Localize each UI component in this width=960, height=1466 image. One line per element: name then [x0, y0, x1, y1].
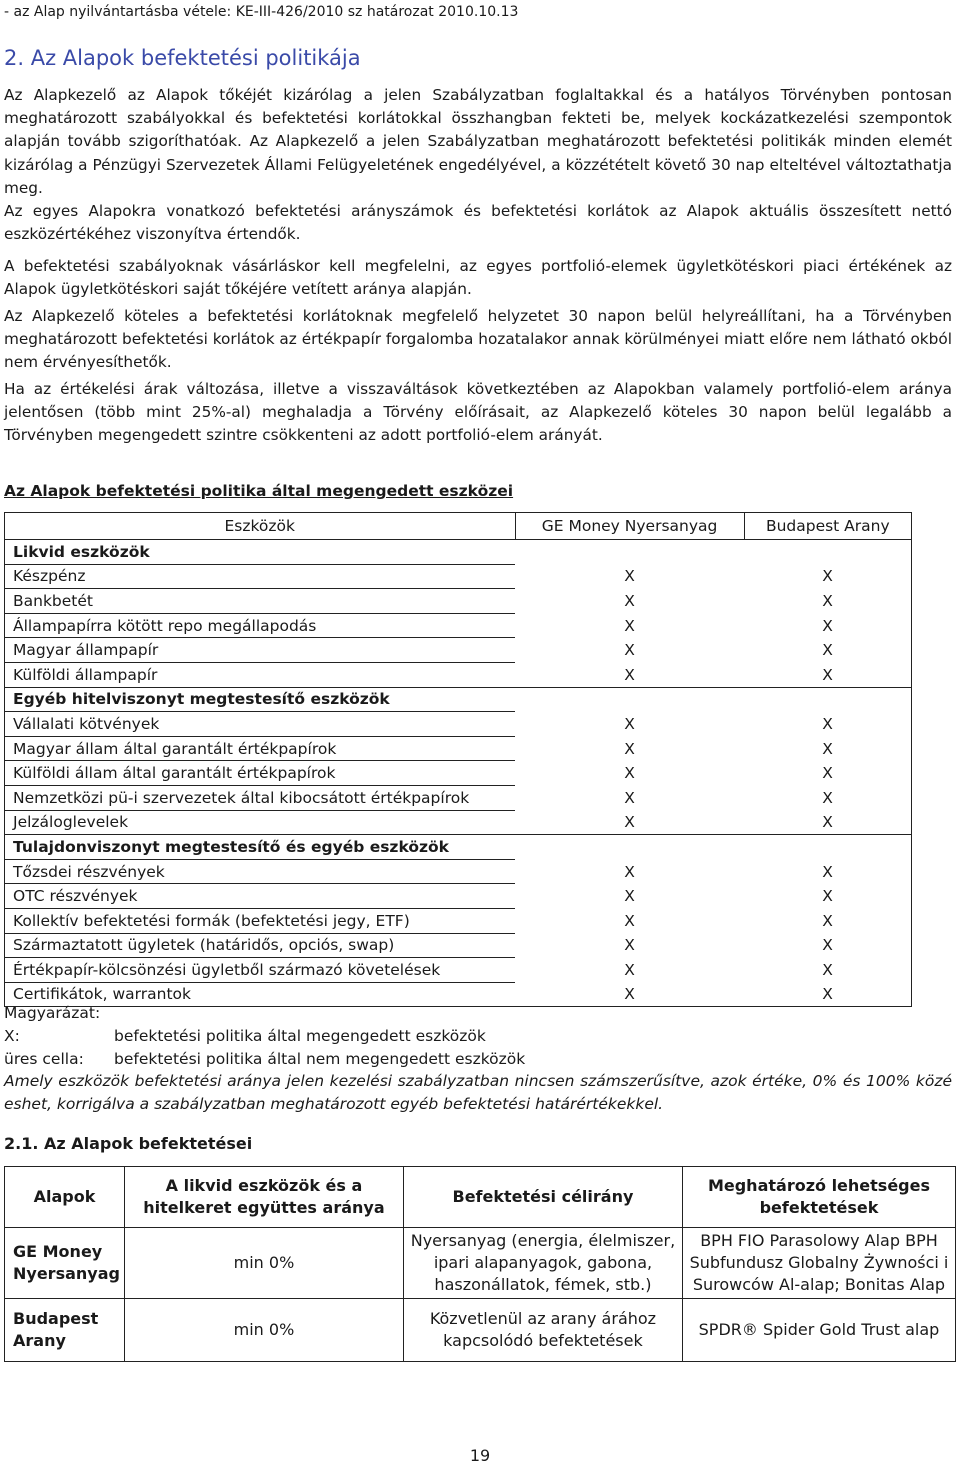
legend-text: befektetési politika által nem megengedett eszközök — [114, 1050, 526, 1068]
asset-name: Vállalati kötvények — [5, 712, 516, 737]
mark-ge: X — [624, 862, 635, 881]
legend-label: üres cella: — [4, 1050, 84, 1068]
table-row — [5, 958, 912, 983]
mark-ba: X — [744, 564, 911, 589]
group-header: Tulajdonviszonyt megtestesítő és egyéb eszközök — [5, 835, 912, 860]
legend — [4, 1002, 525, 1071]
italic-note: Amely eszközök befektetési aránya jelen kezelési szabályzatban nincsen számszerűsítve, azok értéke, 0% és 100% közé eshet, korrigálva a szabályzatban meghatározott egyéb befektetési határértékekkel. — [4, 1072, 952, 1113]
mark-ge: X — [624, 739, 635, 758]
mark-ba: X — [744, 736, 911, 761]
asset-name: OTC részvények — [5, 884, 516, 909]
asset-name: Külföldi állam által garantált értékpapírok — [5, 761, 516, 786]
asset-name: Certifikátok, warrantok — [5, 982, 516, 1007]
table-row — [5, 933, 912, 958]
table-row — [5, 736, 912, 761]
group-header: Likvid eszközök — [5, 540, 912, 565]
asset-name: Értékpapír-kölcsönzési ügyletből származó követelések — [5, 958, 516, 983]
mark-ge: X — [624, 591, 635, 610]
asset-name: Külföldi állampapír — [5, 662, 516, 687]
fund-target: Közvetlenül az arany árához kapcsolódó befektetések — [403, 1299, 682, 1362]
paragraph-4: Az Alapkezelő köteles a befektetési korlátoknak megfelelő helyzetet 30 napon belül helyreállítani, ha a Törvényben meghatározott befektetési korlátok az értékpapír forgalomba hozatalakor annak körülményei miatt előre nem látható okból nem érvényesíthetők. — [4, 307, 952, 372]
mark-ge: X — [624, 788, 635, 807]
table-row — [5, 638, 912, 663]
assets-header-budapest-arany: Budapest Arany — [744, 513, 911, 540]
section-title: 2. Az Alapok befektetési politikája — [4, 46, 361, 70]
mark-ge: X — [624, 641, 635, 660]
mark-ba: X — [744, 908, 911, 933]
table-row — [5, 884, 912, 909]
fund-name: Budapest Arany — [5, 1299, 125, 1362]
asset-name: Nemzetközi pü-i szervezetek által kibocsátott értékpapírok — [5, 785, 516, 810]
asset-name: Tőzsdei részvények — [5, 859, 516, 884]
asset-name: Bankbetét — [5, 589, 516, 614]
table-row — [5, 761, 912, 786]
fund-name: GE Money Nyersanyag — [5, 1228, 125, 1299]
mark-ge: X — [624, 567, 635, 586]
mark-ge: X — [624, 887, 635, 906]
header-note: - az Alap nyilvántartásba vétele: KE-III-426/2010 sz határozat 2010.10.13 — [4, 4, 519, 20]
legend-item — [4, 1048, 525, 1071]
assets-table — [4, 512, 912, 1007]
mark-ba: X — [744, 785, 911, 810]
assets-header-eszkozok: Eszközök — [5, 513, 516, 540]
mark-ba: X — [744, 638, 911, 663]
asset-name: Állampapírra kötött repo megállapodás — [5, 613, 516, 638]
table-row — [5, 785, 912, 810]
funds-header-ratio: A likvid eszközök és a hitelkeret együttes aránya — [124, 1167, 403, 1228]
table-row — [5, 613, 912, 638]
legend-heading: Magyarázat: — [4, 1004, 101, 1022]
mark-ba: X — [744, 859, 911, 884]
funds-table — [4, 1166, 956, 1362]
fund-investments: BPH FIO Parasolowy Alap BPH Subfundusz Globalny Żywności i Surowców Al-alap; Bonitas Alap — [682, 1228, 955, 1299]
legend-item — [4, 1025, 525, 1048]
table-row — [5, 810, 912, 835]
fund-target: Nyersanyag (energia, élelmiszer, ipari alapanyagok, gabona, haszonállatok, fémek, stb.) — [403, 1228, 682, 1299]
table-row — [5, 589, 912, 614]
group-header: Egyéb hitelviszonyt megtestesítő eszközök — [5, 687, 912, 712]
asset-name: Jelzáloglevelek — [5, 810, 516, 835]
asset-name: Magyar állam által garantált értékpapírok — [5, 736, 516, 761]
mark-ge: X — [624, 616, 635, 635]
mark-ba: X — [744, 884, 911, 909]
mark-ba: X — [744, 982, 911, 1007]
mark-ge: X — [624, 813, 635, 832]
mark-ba: X — [744, 662, 911, 687]
paragraph-2: Az egyes Alapokra vonatkozó befektetési arányszámok és befektetési korlátok az Alapok aktuális összesített nettó eszközértékéhez viszonyítva értendők. — [4, 202, 952, 244]
assets-header-ge-money: GE Money Nyersanyag — [515, 513, 744, 540]
mark-ba: X — [744, 613, 911, 638]
funds-header-investments: Meghatározó lehetséges befektetések — [682, 1167, 955, 1228]
table-row — [5, 564, 912, 589]
mark-ba: X — [744, 810, 911, 835]
mark-ba: X — [744, 589, 911, 614]
mark-ge: X — [624, 936, 635, 955]
funds-header-alapok: Alapok — [5, 1167, 125, 1228]
mark-ba: X — [744, 933, 911, 958]
fund-ratio: min 0% — [124, 1228, 403, 1299]
mark-ge: X — [624, 764, 635, 783]
mark-ge: X — [624, 960, 635, 979]
fund-ratio: min 0% — [124, 1299, 403, 1362]
fund-investments: SPDR® Spider Gold Trust alap — [682, 1299, 955, 1362]
table-row — [5, 712, 912, 737]
assets-table-title: Az Alapok befektetési politika által megengedett eszközei — [4, 482, 514, 500]
asset-name: Kollektív befektetési formák (befektetési jegy, ETF) — [5, 908, 516, 933]
mark-ge: X — [624, 911, 635, 930]
table-row — [5, 1299, 956, 1362]
mark-ba: X — [744, 712, 911, 737]
mark-ge: X — [624, 714, 635, 733]
paragraph-3: A befektetési szabályoknak vásárláskor kell megfelelni, az egyes portfolió-elemek ügyletkötéskori piaci értékének az Alapok ügyletkötéskori saját tőkéjére vetített aránya alapján. — [4, 257, 952, 299]
mark-ba: X — [744, 761, 911, 786]
asset-name: Magyar állampapír — [5, 638, 516, 663]
asset-name: Származtatott ügyletek (határidős, opciós, swap) — [5, 933, 516, 958]
subsection-title: 2.1. Az Alapok befektetései — [4, 1134, 253, 1153]
table-row — [5, 662, 912, 687]
page-number: 19 — [469, 1446, 491, 1465]
legend-text: befektetési politika által megengedett eszközök — [114, 1027, 486, 1045]
table-row — [5, 1228, 956, 1299]
asset-name: Készpénz — [5, 564, 516, 589]
mark-ge: X — [624, 665, 635, 684]
table-row — [5, 908, 912, 933]
paragraph-5: Ha az értékelési árak változása, illetve a visszaváltások következtében az Alapokban valamely portfolió-elem aránya jelentősen (több mint 25%-al) meghaladja a Törvény előírásait, az Alapkezelő köteles 30 napon belül legalább a Törvényben megengedett szintre csökkenteni az adott portfolió-elem arányát. — [4, 380, 952, 445]
funds-header-target: Befektetési célirány — [403, 1167, 682, 1228]
paragraph-1: Az Alapkezelő az Alapok tőkéjét kizárólag a jelen Szabályzatban foglaltakkal és a hatályos Törvényben pontosan meghatározott szabályokkal és befektetési korlátokkal összhangban fekteti be, melyek kockázatkezelési szempontok alapján tovább szigoríthatóak. Az Alapkezelő a jelen Szabályzatban meghatározott befektetési politikák minden elemét kizárólag a Pénzügyi Szervezetek Állami Felügyeletének engedélyével, a közzétételt követő 30 nap elteltével változtathatja meg. — [4, 86, 952, 197]
legend-label: X: — [4, 1027, 20, 1045]
mark-ge: X — [515, 982, 744, 1007]
mark-ba: X — [744, 958, 911, 983]
table-row — [5, 859, 912, 884]
